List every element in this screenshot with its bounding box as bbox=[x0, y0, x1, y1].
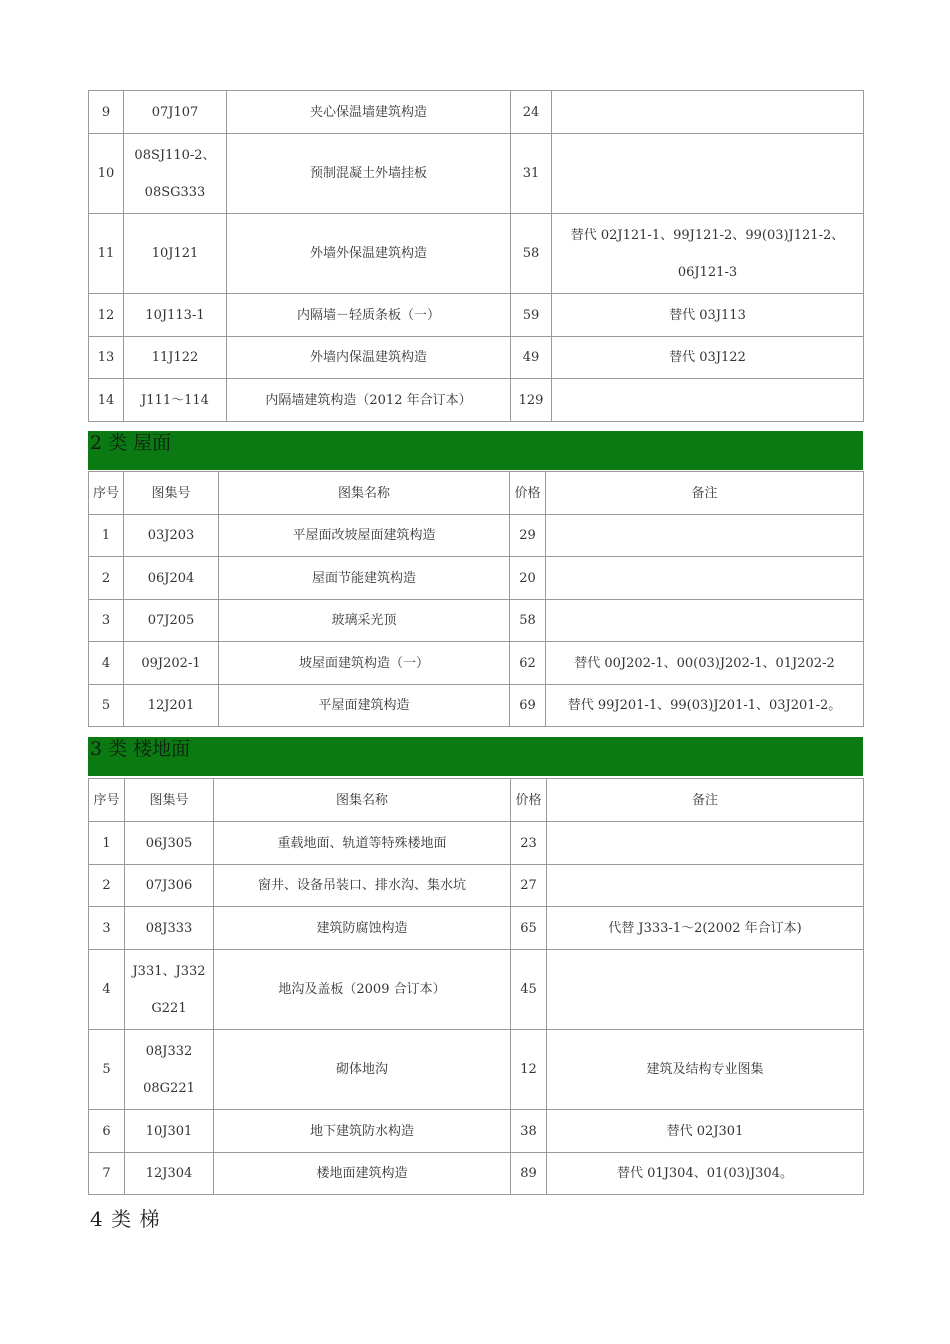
cell-note bbox=[547, 950, 864, 1030]
cell-price: 89 bbox=[511, 1153, 547, 1195]
cell-name: 平屋面改坡屋面建筑构造 bbox=[219, 515, 510, 557]
cell-code: 10J113-1 bbox=[124, 294, 227, 337]
cell-no: 7 bbox=[89, 1153, 125, 1195]
cell-note bbox=[546, 557, 864, 600]
header-name: 图集名称 bbox=[219, 472, 510, 515]
cell-price: 27 bbox=[511, 865, 547, 907]
cell-no: 5 bbox=[89, 1030, 125, 1110]
cell-price: 49 bbox=[511, 337, 552, 379]
cell-code: 09J202-1 bbox=[124, 642, 219, 685]
cell-code: 10J121 bbox=[124, 214, 227, 294]
table-walls bbox=[88, 90, 864, 422]
cell-note bbox=[547, 865, 864, 907]
cell-no: 5 bbox=[89, 685, 124, 727]
cell-price: 24 bbox=[511, 91, 552, 134]
cell-no: 6 bbox=[89, 1110, 125, 1153]
cell-note bbox=[546, 600, 864, 642]
table-floor bbox=[88, 778, 864, 1195]
header-price: 价格 bbox=[511, 779, 547, 822]
cell-name: 玻璃采光顶 bbox=[219, 600, 510, 642]
cell-code: 10J301 bbox=[125, 1110, 214, 1153]
table-row bbox=[89, 1030, 864, 1110]
header-note: 备注 bbox=[547, 779, 864, 822]
table-row bbox=[89, 557, 864, 600]
cell-code: 11J122 bbox=[124, 337, 227, 379]
cell-code: 07J107 bbox=[124, 91, 227, 134]
cell-code: J111～114 bbox=[124, 379, 227, 422]
cell-note bbox=[546, 515, 864, 557]
cell-price: 20 bbox=[510, 557, 546, 600]
section-heading-stairs: 4 类 梯 bbox=[90, 1207, 161, 1231]
cell-note: 替代 00J202-1、00(03)J202-1、01J202-2 bbox=[546, 642, 864, 685]
cell-no: 1 bbox=[89, 515, 124, 557]
table-row bbox=[89, 294, 864, 337]
table-row bbox=[89, 515, 864, 557]
table-row bbox=[89, 642, 864, 685]
cell-code: J331、J332 G221 bbox=[125, 950, 214, 1030]
cell-price: 45 bbox=[511, 950, 547, 1030]
cell-price: 31 bbox=[511, 134, 552, 214]
cell-no: 4 bbox=[89, 642, 124, 685]
section-heading-roof: 2 类 屋面 bbox=[88, 431, 863, 470]
table-roof bbox=[88, 471, 864, 727]
cell-name: 地沟及盖板（2009 合订本） bbox=[214, 950, 511, 1030]
header-name: 图集名称 bbox=[214, 779, 511, 822]
table-row bbox=[89, 600, 864, 642]
cell-code: 08J333 bbox=[125, 907, 214, 950]
cell-no: 11 bbox=[89, 214, 124, 294]
cell-note: 代替 J333-1～2(2002 年合订本) bbox=[547, 907, 864, 950]
cell-price: 12 bbox=[511, 1030, 547, 1110]
cell-name: 砌体地沟 bbox=[214, 1030, 511, 1110]
header-code: 图集号 bbox=[125, 779, 214, 822]
cell-name: 外墙内保温建筑构造 bbox=[227, 337, 511, 379]
header-code: 图集号 bbox=[124, 472, 219, 515]
cell-no: 12 bbox=[89, 294, 124, 337]
cell-no: 2 bbox=[89, 557, 124, 600]
cell-note: 建筑及结构专业图集 bbox=[547, 1030, 864, 1110]
cell-note: 替代 02J121-1、99J121-2、99(03)J121-2、 06J121-3 bbox=[552, 214, 864, 294]
cell-name: 外墙外保温建筑构造 bbox=[227, 214, 511, 294]
cell-note: 替代 03J113 bbox=[552, 294, 864, 337]
table-row bbox=[89, 379, 864, 422]
header-no: 序号 bbox=[89, 779, 125, 822]
table-row bbox=[89, 950, 864, 1030]
cell-no: 10 bbox=[89, 134, 124, 214]
cell-no: 13 bbox=[89, 337, 124, 379]
cell-name: 建筑防腐蚀构造 bbox=[214, 907, 511, 950]
cell-price: 38 bbox=[511, 1110, 547, 1153]
cell-no: 3 bbox=[89, 600, 124, 642]
cell-code: 08J332 08G221 bbox=[125, 1030, 214, 1110]
table-row bbox=[89, 134, 864, 214]
table-row bbox=[89, 337, 864, 379]
header-price: 价格 bbox=[510, 472, 546, 515]
table-row bbox=[89, 1153, 864, 1195]
cell-price: 29 bbox=[510, 515, 546, 557]
cell-name: 屋面节能建筑构造 bbox=[219, 557, 510, 600]
table-header-row bbox=[89, 779, 864, 822]
cell-name: 窗井、设备吊装口、排水沟、集水坑 bbox=[214, 865, 511, 907]
section-heading-floor: 3 类 楼地面 bbox=[88, 737, 863, 776]
cell-code: 07J205 bbox=[124, 600, 219, 642]
cell-no: 1 bbox=[89, 822, 125, 865]
cell-name: 重载地面、轨道等特殊楼地面 bbox=[214, 822, 511, 865]
cell-no: 2 bbox=[89, 865, 125, 907]
cell-no: 3 bbox=[89, 907, 125, 950]
cell-price: 23 bbox=[511, 822, 547, 865]
cell-name: 内隔墙－轻质条板（一） bbox=[227, 294, 511, 337]
cell-code: 03J203 bbox=[124, 515, 219, 557]
cell-name: 坡屋面建筑构造（一） bbox=[219, 642, 510, 685]
cell-price: 58 bbox=[510, 600, 546, 642]
cell-note bbox=[552, 91, 864, 134]
table-row bbox=[89, 214, 864, 294]
cell-code: 12J201 bbox=[124, 685, 219, 727]
cell-name: 内隔墙建筑构造（2012 年合订本） bbox=[227, 379, 511, 422]
cell-no: 4 bbox=[89, 950, 125, 1030]
cell-name: 夹心保温墙建筑构造 bbox=[227, 91, 511, 134]
cell-code: 06J204 bbox=[124, 557, 219, 600]
table-row bbox=[89, 685, 864, 727]
table-row bbox=[89, 1110, 864, 1153]
cell-name: 楼地面建筑构造 bbox=[214, 1153, 511, 1195]
cell-no: 14 bbox=[89, 379, 124, 422]
cell-name: 平屋面建筑构造 bbox=[219, 685, 510, 727]
cell-note bbox=[547, 822, 864, 865]
cell-price: 59 bbox=[511, 294, 552, 337]
cell-note: 替代 02J301 bbox=[547, 1110, 864, 1153]
cell-code: 07J306 bbox=[125, 865, 214, 907]
header-note: 备注 bbox=[546, 472, 864, 515]
table-row bbox=[89, 822, 864, 865]
cell-note: 替代 01J304、01(03)J304。 bbox=[547, 1153, 864, 1195]
table-header-row bbox=[89, 472, 864, 515]
cell-note: 替代 03J122 bbox=[552, 337, 864, 379]
cell-name: 地下建筑防水构造 bbox=[214, 1110, 511, 1153]
cell-note: 替代 99J201-1、99(03)J201-1、03J201-2。 bbox=[546, 685, 864, 727]
cell-price: 69 bbox=[510, 685, 546, 727]
header-no: 序号 bbox=[89, 472, 124, 515]
table-row bbox=[89, 865, 864, 907]
cell-price: 62 bbox=[510, 642, 546, 685]
cell-code: 08SJ110-2、 08SG333 bbox=[124, 134, 227, 214]
table-row bbox=[89, 907, 864, 950]
cell-price: 65 bbox=[511, 907, 547, 950]
cell-note bbox=[552, 134, 864, 214]
table-row bbox=[89, 91, 864, 134]
cell-name: 预制混凝土外墙挂板 bbox=[227, 134, 511, 214]
cell-code: 06J305 bbox=[125, 822, 214, 865]
cell-price: 58 bbox=[511, 214, 552, 294]
cell-no: 9 bbox=[89, 91, 124, 134]
cell-price: 129 bbox=[511, 379, 552, 422]
cell-code: 12J304 bbox=[125, 1153, 214, 1195]
cell-note bbox=[552, 379, 864, 422]
